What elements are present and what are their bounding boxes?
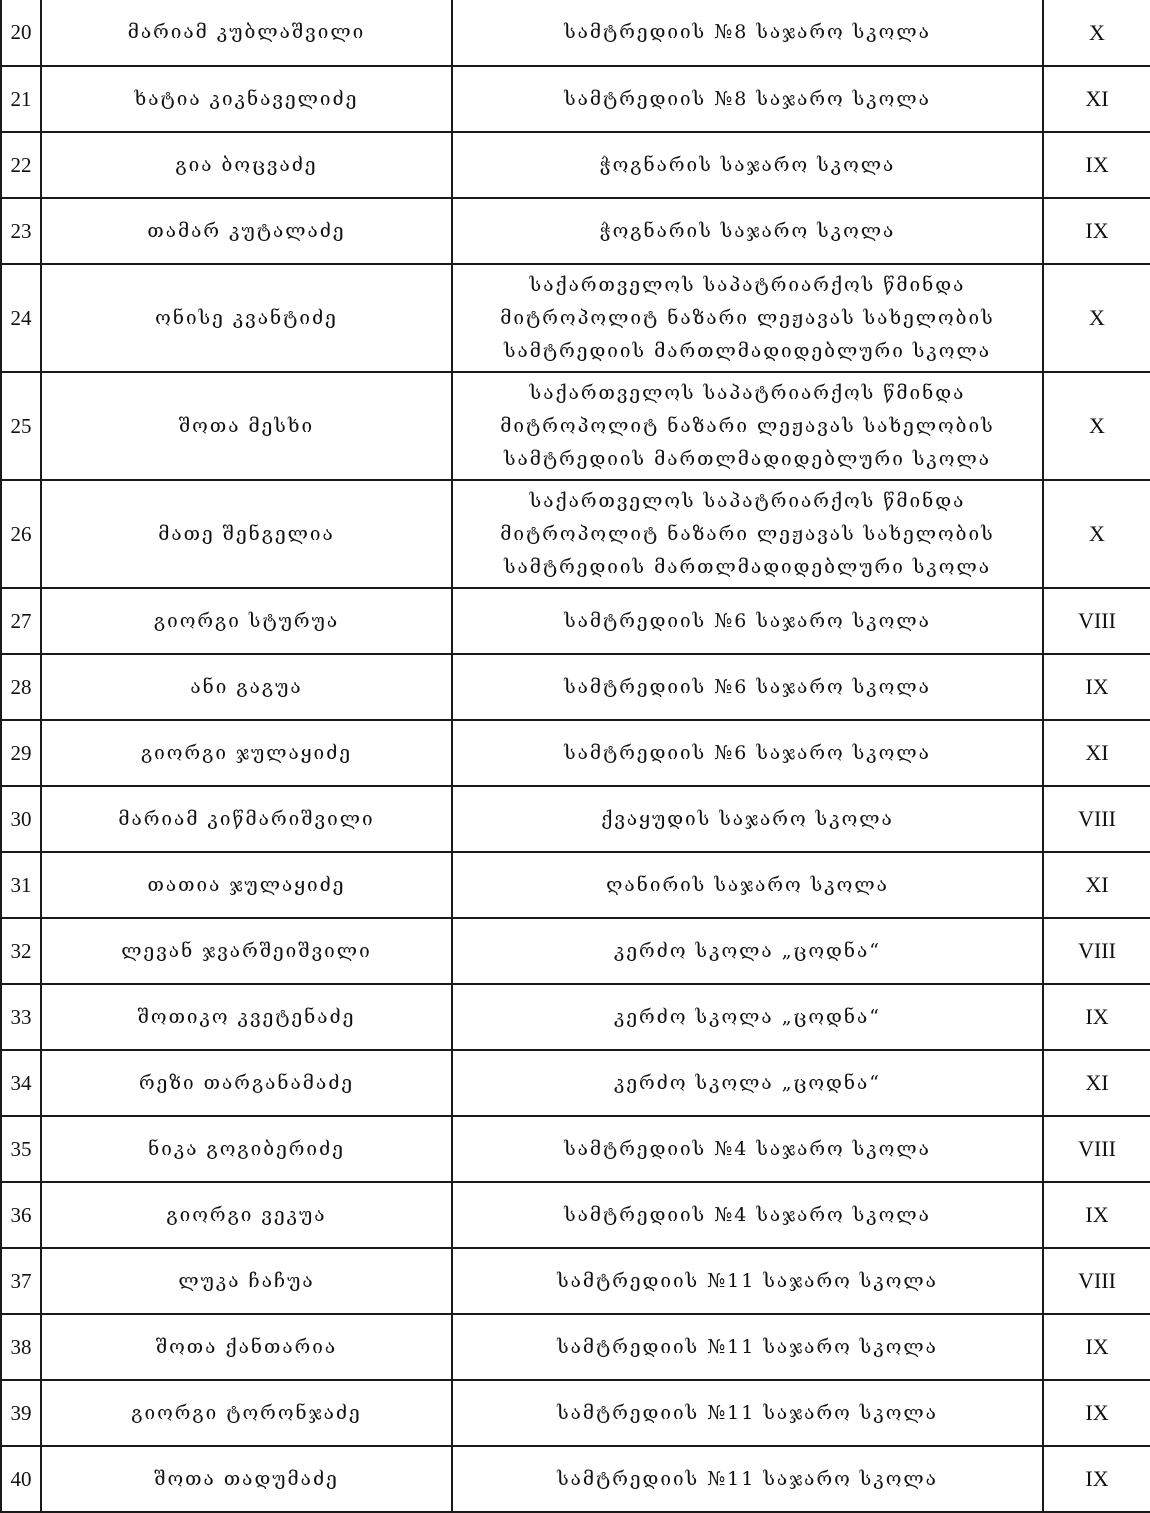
table-row bbox=[1, 1380, 1150, 1446]
student-name-cell: შოთა თადუმაძე bbox=[41, 1446, 452, 1512]
student-name-cell: ლუკა ჩაჩუა bbox=[41, 1248, 452, 1314]
school-cell: ქვაყუდის საჯარო სკოლა bbox=[452, 786, 1043, 852]
row-number-cell: 29 bbox=[1, 720, 41, 786]
student-name-cell: გიორგი სტურუა bbox=[41, 588, 452, 654]
table-row bbox=[1, 372, 1150, 480]
table-row bbox=[1, 132, 1150, 198]
table-row bbox=[1, 918, 1150, 984]
school-cell: სამტრედიის №11 საჯარო სკოლა bbox=[452, 1314, 1043, 1380]
school-line: საქართველოს საპატრიარქოს წმინდა bbox=[529, 489, 966, 512]
student-name-cell: გია ბოცვაძე bbox=[41, 132, 452, 198]
school-line: საქართველოს საპატრიარქოს წმინდა bbox=[529, 273, 966, 296]
row-number-cell: 27 bbox=[1, 588, 41, 654]
grade-cell: VIII bbox=[1043, 1116, 1150, 1182]
grade-cell: X bbox=[1043, 264, 1150, 372]
table-row bbox=[1, 1116, 1150, 1182]
school-cell: სამტრედიის №8 საჯარო სკოლა bbox=[452, 66, 1043, 132]
grade-cell: IX bbox=[1043, 654, 1150, 720]
student-name-cell: მარიამ კუბლაშვილი bbox=[41, 0, 452, 66]
grade-cell: X bbox=[1043, 480, 1150, 588]
school-line: მიტროპოლიტ ნაზარი ლეჟავას სახელობის bbox=[500, 306, 995, 329]
student-name-cell: ნიკა გოგიბერიძე bbox=[41, 1116, 452, 1182]
student-name-cell: თათია ჯულაყიძე bbox=[41, 852, 452, 918]
row-number-cell: 38 bbox=[1, 1314, 41, 1380]
row-number-cell: 32 bbox=[1, 918, 41, 984]
table-row bbox=[1, 654, 1150, 720]
student-name-cell: თამარ კუტალაძე bbox=[41, 198, 452, 264]
grade-cell: X bbox=[1043, 0, 1150, 66]
school-cell: სამტრედიის №6 საჯარო სკოლა bbox=[452, 588, 1043, 654]
student-name-cell: მათე შენგელია bbox=[41, 480, 452, 588]
school-cell: ჭოგნარის საჯარო სკოლა bbox=[452, 198, 1043, 264]
row-number-cell: 28 bbox=[1, 654, 41, 720]
row-number-cell: 33 bbox=[1, 984, 41, 1050]
grade-cell: XI bbox=[1043, 720, 1150, 786]
grade-cell: VIII bbox=[1043, 918, 1150, 984]
table-row bbox=[1, 720, 1150, 786]
school-cell: სამტრედიის №8 საჯარო სკოლა bbox=[452, 0, 1043, 66]
school-cell bbox=[452, 480, 1043, 588]
row-number-cell: 39 bbox=[1, 1380, 41, 1446]
school-cell bbox=[452, 264, 1043, 372]
student-name-cell: ანი გაგუა bbox=[41, 654, 452, 720]
table-row bbox=[1, 852, 1150, 918]
student-name-cell: გიორგი ჯულაყიძე bbox=[41, 720, 452, 786]
school-line: სამტრედიის მართლმადიდებლური სკოლა bbox=[504, 555, 991, 578]
table-row bbox=[1, 1248, 1150, 1314]
row-number-cell: 40 bbox=[1, 1446, 41, 1512]
school-cell: სამტრედიის №11 საჯარო სკოლა bbox=[452, 1248, 1043, 1314]
row-number-cell: 35 bbox=[1, 1116, 41, 1182]
school-line: მიტროპოლიტ ნაზარი ლეჟავას სახელობის bbox=[500, 522, 995, 545]
student-name-cell: რეზი თარგანამაძე bbox=[41, 1050, 452, 1116]
table-row bbox=[1, 66, 1150, 132]
grade-cell: IX bbox=[1043, 1446, 1150, 1512]
school-line: მიტროპოლიტ ნაზარი ლეჟავას სახელობის bbox=[500, 414, 995, 437]
school-line: სამტრედიის მართლმადიდებლური სკოლა bbox=[504, 339, 991, 362]
school-cell: ღანირის საჯარო სკოლა bbox=[452, 852, 1043, 918]
table-row bbox=[1, 1446, 1150, 1512]
row-number-cell: 21 bbox=[1, 66, 41, 132]
table-row bbox=[1, 1314, 1150, 1380]
row-number-cell: 26 bbox=[1, 480, 41, 588]
row-number-cell: 22 bbox=[1, 132, 41, 198]
school-cell: სამტრედიის №11 საჯარო სკოლა bbox=[452, 1446, 1043, 1512]
grade-cell: IX bbox=[1043, 1182, 1150, 1248]
participants-table-body bbox=[1, 0, 1150, 1512]
table-row bbox=[1, 1182, 1150, 1248]
grade-cell: X bbox=[1043, 372, 1150, 480]
grade-cell: IX bbox=[1043, 198, 1150, 264]
grade-cell: IX bbox=[1043, 1314, 1150, 1380]
table-row bbox=[1, 786, 1150, 852]
school-cell: სამტრედიის №4 საჯარო სკოლა bbox=[452, 1116, 1043, 1182]
student-name-cell: მარიამ კიწმარიშვილი bbox=[41, 786, 452, 852]
table-row bbox=[1, 0, 1150, 66]
student-name-cell: ონისე კვანტიძე bbox=[41, 264, 452, 372]
grade-cell: IX bbox=[1043, 1380, 1150, 1446]
grade-cell: XI bbox=[1043, 852, 1150, 918]
grade-cell: VIII bbox=[1043, 1248, 1150, 1314]
row-number-cell: 37 bbox=[1, 1248, 41, 1314]
grade-cell: IX bbox=[1043, 984, 1150, 1050]
school-line: სამტრედიის მართლმადიდებლური სკოლა bbox=[504, 447, 991, 470]
school-cell: კერძო სკოლა „ცოდნა“ bbox=[452, 1050, 1043, 1116]
table-row bbox=[1, 588, 1150, 654]
school-cell: სამტრედიის №11 საჯარო სკოლა bbox=[452, 1380, 1043, 1446]
grade-cell: VIII bbox=[1043, 588, 1150, 654]
school-cell: სამტრედიის №4 საჯარო სკოლა bbox=[452, 1182, 1043, 1248]
student-name-cell: გიორგი ვეკუა bbox=[41, 1182, 452, 1248]
school-cell: სამტრედიის №6 საჯარო სკოლა bbox=[452, 720, 1043, 786]
grade-cell: XI bbox=[1043, 1050, 1150, 1116]
table-row bbox=[1, 1050, 1150, 1116]
row-number-cell: 36 bbox=[1, 1182, 41, 1248]
student-name-cell: შოთიკო კვეტენაძე bbox=[41, 984, 452, 1050]
row-number-cell: 23 bbox=[1, 198, 41, 264]
school-cell: კერძო სკოლა „ცოდნა“ bbox=[452, 918, 1043, 984]
table-row bbox=[1, 480, 1150, 588]
grade-cell: XI bbox=[1043, 66, 1150, 132]
grade-cell: VIII bbox=[1043, 786, 1150, 852]
student-name-cell: ლევან ჯვარშეიშვილი bbox=[41, 918, 452, 984]
table-row bbox=[1, 984, 1150, 1050]
school-cell: კერძო სკოლა „ცოდნა“ bbox=[452, 984, 1043, 1050]
table-row bbox=[1, 198, 1150, 264]
table-row bbox=[1, 264, 1150, 372]
row-number-cell: 25 bbox=[1, 372, 41, 480]
student-name-cell: ხატია კიკნაველიძე bbox=[41, 66, 452, 132]
student-name-cell: შოთა მესხი bbox=[41, 372, 452, 480]
row-number-cell: 31 bbox=[1, 852, 41, 918]
school-cell bbox=[452, 372, 1043, 480]
student-name-cell: შოთა ქანთარია bbox=[41, 1314, 452, 1380]
row-number-cell: 24 bbox=[1, 264, 41, 372]
grade-cell: IX bbox=[1043, 132, 1150, 198]
school-line: საქართველოს საპატრიარქოს წმინდა bbox=[529, 381, 966, 404]
row-number-cell: 34 bbox=[1, 1050, 41, 1116]
school-cell: სამტრედიის №6 საჯარო სკოლა bbox=[452, 654, 1043, 720]
school-cell: ჭოგნარის საჯარო სკოლა bbox=[452, 132, 1043, 198]
row-number-cell: 30 bbox=[1, 786, 41, 852]
student-name-cell: გიორგი ტორონჯაძე bbox=[41, 1380, 452, 1446]
row-number-cell: 20 bbox=[1, 0, 41, 66]
